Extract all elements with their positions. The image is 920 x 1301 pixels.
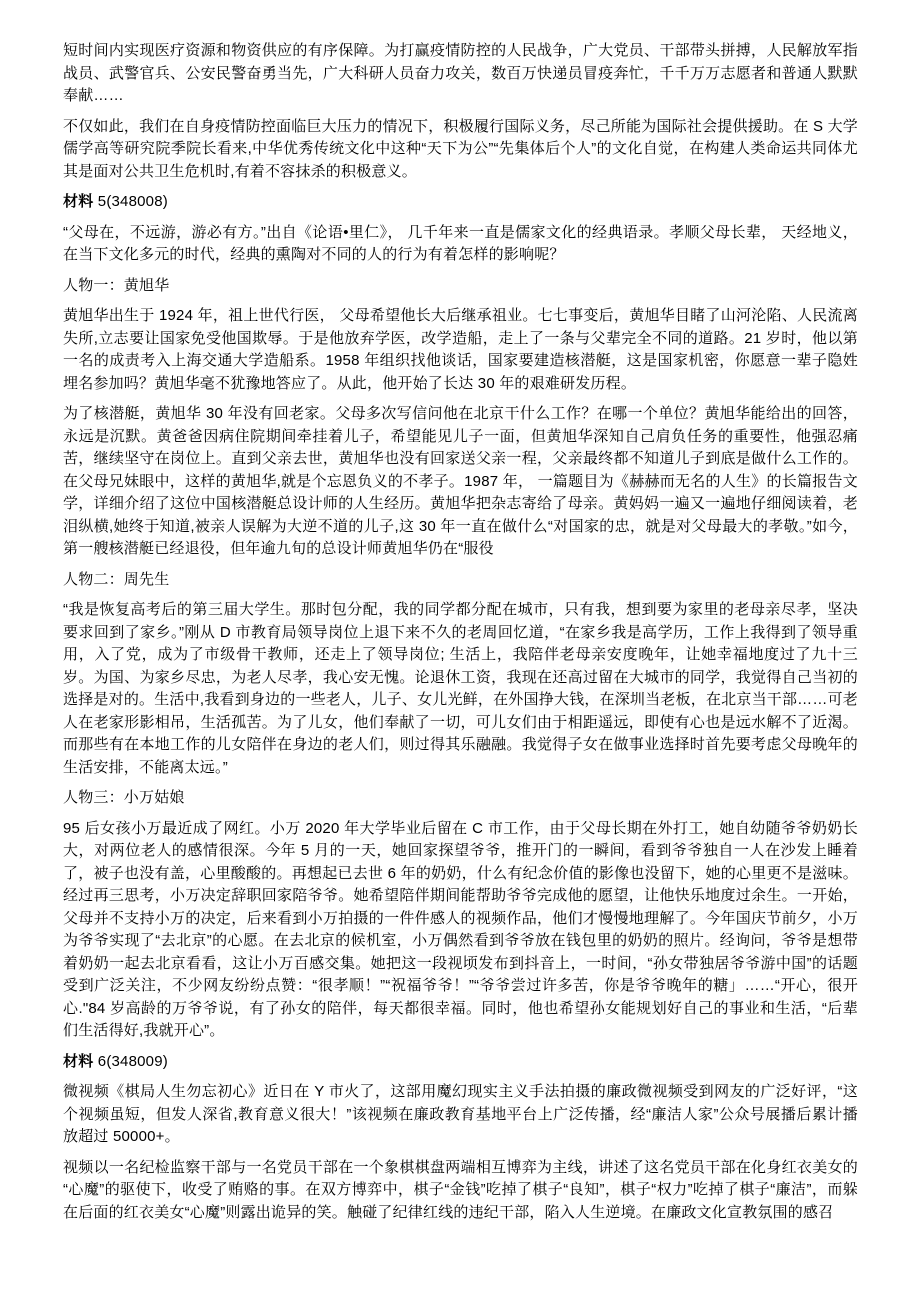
paragraph-international-aid: 不仅如此，我们在自身疫情防控面临巨大压力的情况下，积极履行国际义务，尽己所能为国际社会提供援助。在 S 大学儒学高等研究院季院长看来,中华优秀传统文化中这种“天下为公”“先集体后个人”的文化自觉，在构建人类命运共同体尤其是面对公共卫生危机时,有着不容抹杀的积极意义。 — [63, 117, 858, 180]
material-6-number: 6(348009) — [93, 1052, 168, 1070]
material-5-heading — [63, 191, 858, 214]
material-5-label: 材料 — [63, 193, 94, 210]
material-5-number: 5(348008) — [93, 193, 168, 210]
paragraph-huangxuhua-submarine: 为了核潜艇，黄旭华 30 年没有回老家。父母多次写信问他在北京干什么工作？在哪一个单位？黄旭华能给出的回答，永远是沉默。黄爸爸因病住院期间牵挂着儿子，希望能见儿子一面，但黄旭华深知自己肩负任务的重要性，他强忍痛苦，继续坚守在岗位上。直到父亲去世，黄旭华也没有回家送父亲一程，父亲最终都不知道儿子到底是做什么工作的。在父母兄妹眼中，这样的黄旭华,就是个忘恩负义的不孝子。1987 年， 一篇题目为《赫赫而无名的人生》的长篇报告文学，详细介绍了这位中国核潜艇总设计师的人生经历。黄旭华把杂志寄给了母亲。黄妈妈一遍又一遍地仔细阅读着，老泪纵横,她终于知道,被亲人误解为大逆不道的儿子,这 30 年一直在做什么“对国家的忠，就是对父母最大的孝敬。”如今，第一艘核潜艇已经退役，但年逾九旬的总设计师黄旭华仍在“服役 — [63, 405, 858, 557]
paragraph-epidemic-support: 短时间内实现医疗资源和物资供应的有序保障。为打赢疫情防控的人民战争，广大党员、干部带头拼搏，人民解放军指战员、武警官兵、公安民警奋勇当先，广大科研人员奋力攻关，数百万快递员冒疫奔忙，千千万万志愿者和普通人默默奉献…… — [63, 42, 858, 104]
paragraph-huangxuhua-early-life: 黄旭华出生于 1924 年，祖上世代行医， 父母希望他长大后继承祖业。七七事变后，黄旭华目睹了山河沦陷、人民流离失所,立志要让国家免受他国欺辱。于是他放弃学医，改学造船，走上了一条与父辈完全不同的道路。21 岁时，他以第一名的成责考入上海交通大学造船系。1958 年组织找他谈话，国家要建造核潜艇，这是国家机密，你愿意一辈子隐姓埋名参加吗？黄旭华毫不犹豫地答应了。从此，他开始了长达 30 年的艰难研发历程。 — [63, 307, 858, 392]
paragraph-confucius-quote: “父母在，不远游，游必有方。”出自《论语•里仁》， 几千年来一直是儒家文化的经典语录。孝顺父母长辈， 天经地义，在当下文化多元的时代，经典的熏陶对不同的人的行为有着怎样的影响呢？ — [63, 223, 858, 263]
material-6-heading — [63, 1051, 858, 1074]
subheading-person-3: 人物三：小万姑娘 — [63, 789, 185, 806]
paragraph-microvideo-intro: 微视频《棋局人生勿忘初心》近日在 Y 市火了，这部用魔幻现实主义手法拍摄的廉政微视频受到网友的广泛好评，“这个视频虽短，但发人深省,教育意义很大！”该视频在廉政教育基地平台上广泛传播，经“廉洁人家”公众号展播后累计播放超过 50000+。 — [63, 1083, 858, 1145]
paragraph-microvideo-plot: 视频以一名纪检监察干部与一名党员干部在一个象棋棋盘两端相互博弈为主线，讲述了这名党员干部在化身红衣美女的“心魔”的驱使下，收受了贿赂的事。在双方博弈中，棋子“金钱”吃掉了棋子“良知”，棋子“权力”吃掉了棋子“廉洁”，而躲在后面的红衣美女“心魔”则露出诡异的笑。触碰了纪律红线的违纪干部，陷入人生逆境。在廉政文化宣教氛围的感召 — [63, 1158, 858, 1221]
subheading-person-1: 人物一：黄旭华 — [63, 276, 170, 294]
paragraph-mr-zhou-story: “我是恢复高考后的第三届大学生。那时包分配，我的同学都分配在城市，只有我，想到要为家里的老母亲尽孝，坚决要求回到了家乡。”刚从 D 市教育局领导岗位上退下来不久的老周回忆道，“在家乡我是高学历，工作上我得到了领导重用，入了党，成为了市级骨干教师，还走上了领导岗位; 生活上，我陪伴老母亲安度晚年，让她幸福地度过了九十三岁。为国、为家乡尽忠，为老人尽孝，我心安无愧。论退休工资，我现在还高过留在大城市的同学，我觉得自己当初的选择是对的。生活中,我看到身边的一些老人，儿子、女儿光鲜，在外国挣大钱，在深圳当老板，在北京当干部……可老人在老家形影相吊，生活孤苦。为了儿女，他们奉献了一切，可儿女们由于相距遥远，即使有心也是远水解不了近渴。而那些有在本地工作的儿女陪伴在身边的老人们，则过得其乐融融。我觉得子女在做事业选择时首先要考虑父母晚年的生活安排，不能离太远。” — [63, 601, 858, 776]
material-6-label: 材料 — [63, 1052, 94, 1070]
paragraph-xiaowan-story: 95 后女孩小万最近成了网红。小万 2020 年大学毕业后留在 C 市工作，由于父母长期在外打工，她自幼随爷爷奶奶长大，对两位老人的感情很深。今年 5 月的一天，她回家探望爷爷，推开门的一瞬间，看到爷爷独自一人在沙发上睡着了，被子也没有盖，心里酸酸的。再想起已去世 6 年的奶奶，什么有纪念价值的影像也没留下，她的心里更不是滋味。经过再三思考，小万决定辞职回家陪爷爷。她希望陪伴期间能帮助爷爷完成他的愿望，让他快乐地度过余生。一开始，父母并不支持小万的决定，后来看到小万拍摄的一件件感人的视频作品，他们才慢慢地理解了。今年国庆节前夕，小万为爷爷实现了“去北京”的心愿。在去北京的候机室，小万偶然看到爷爷放在钱包里的奶奶的照片。经询问，爷爷是想带着奶奶一起去北京看看，这让小万百感交集。她把这一段视顷发布到抖音上，一时间，“孙女带独居爷爷游中国”的话题受到广泛关注，不少网友纷纷点赞：“很孝顺！”“祝福爷爷！”“爷爷尝过许多苦，你是爷爷晚年的糖」……“开心，很开心."84 岁高龄的万爷爷说，有了孙女的陪伴，每天都很幸福。同时，他也希望孙女能规划好自己的事业和生活，“后辈们生活得好,我就开心”。 — [63, 819, 858, 1039]
subheading-person-2: 人物二：周先生 — [63, 570, 170, 588]
